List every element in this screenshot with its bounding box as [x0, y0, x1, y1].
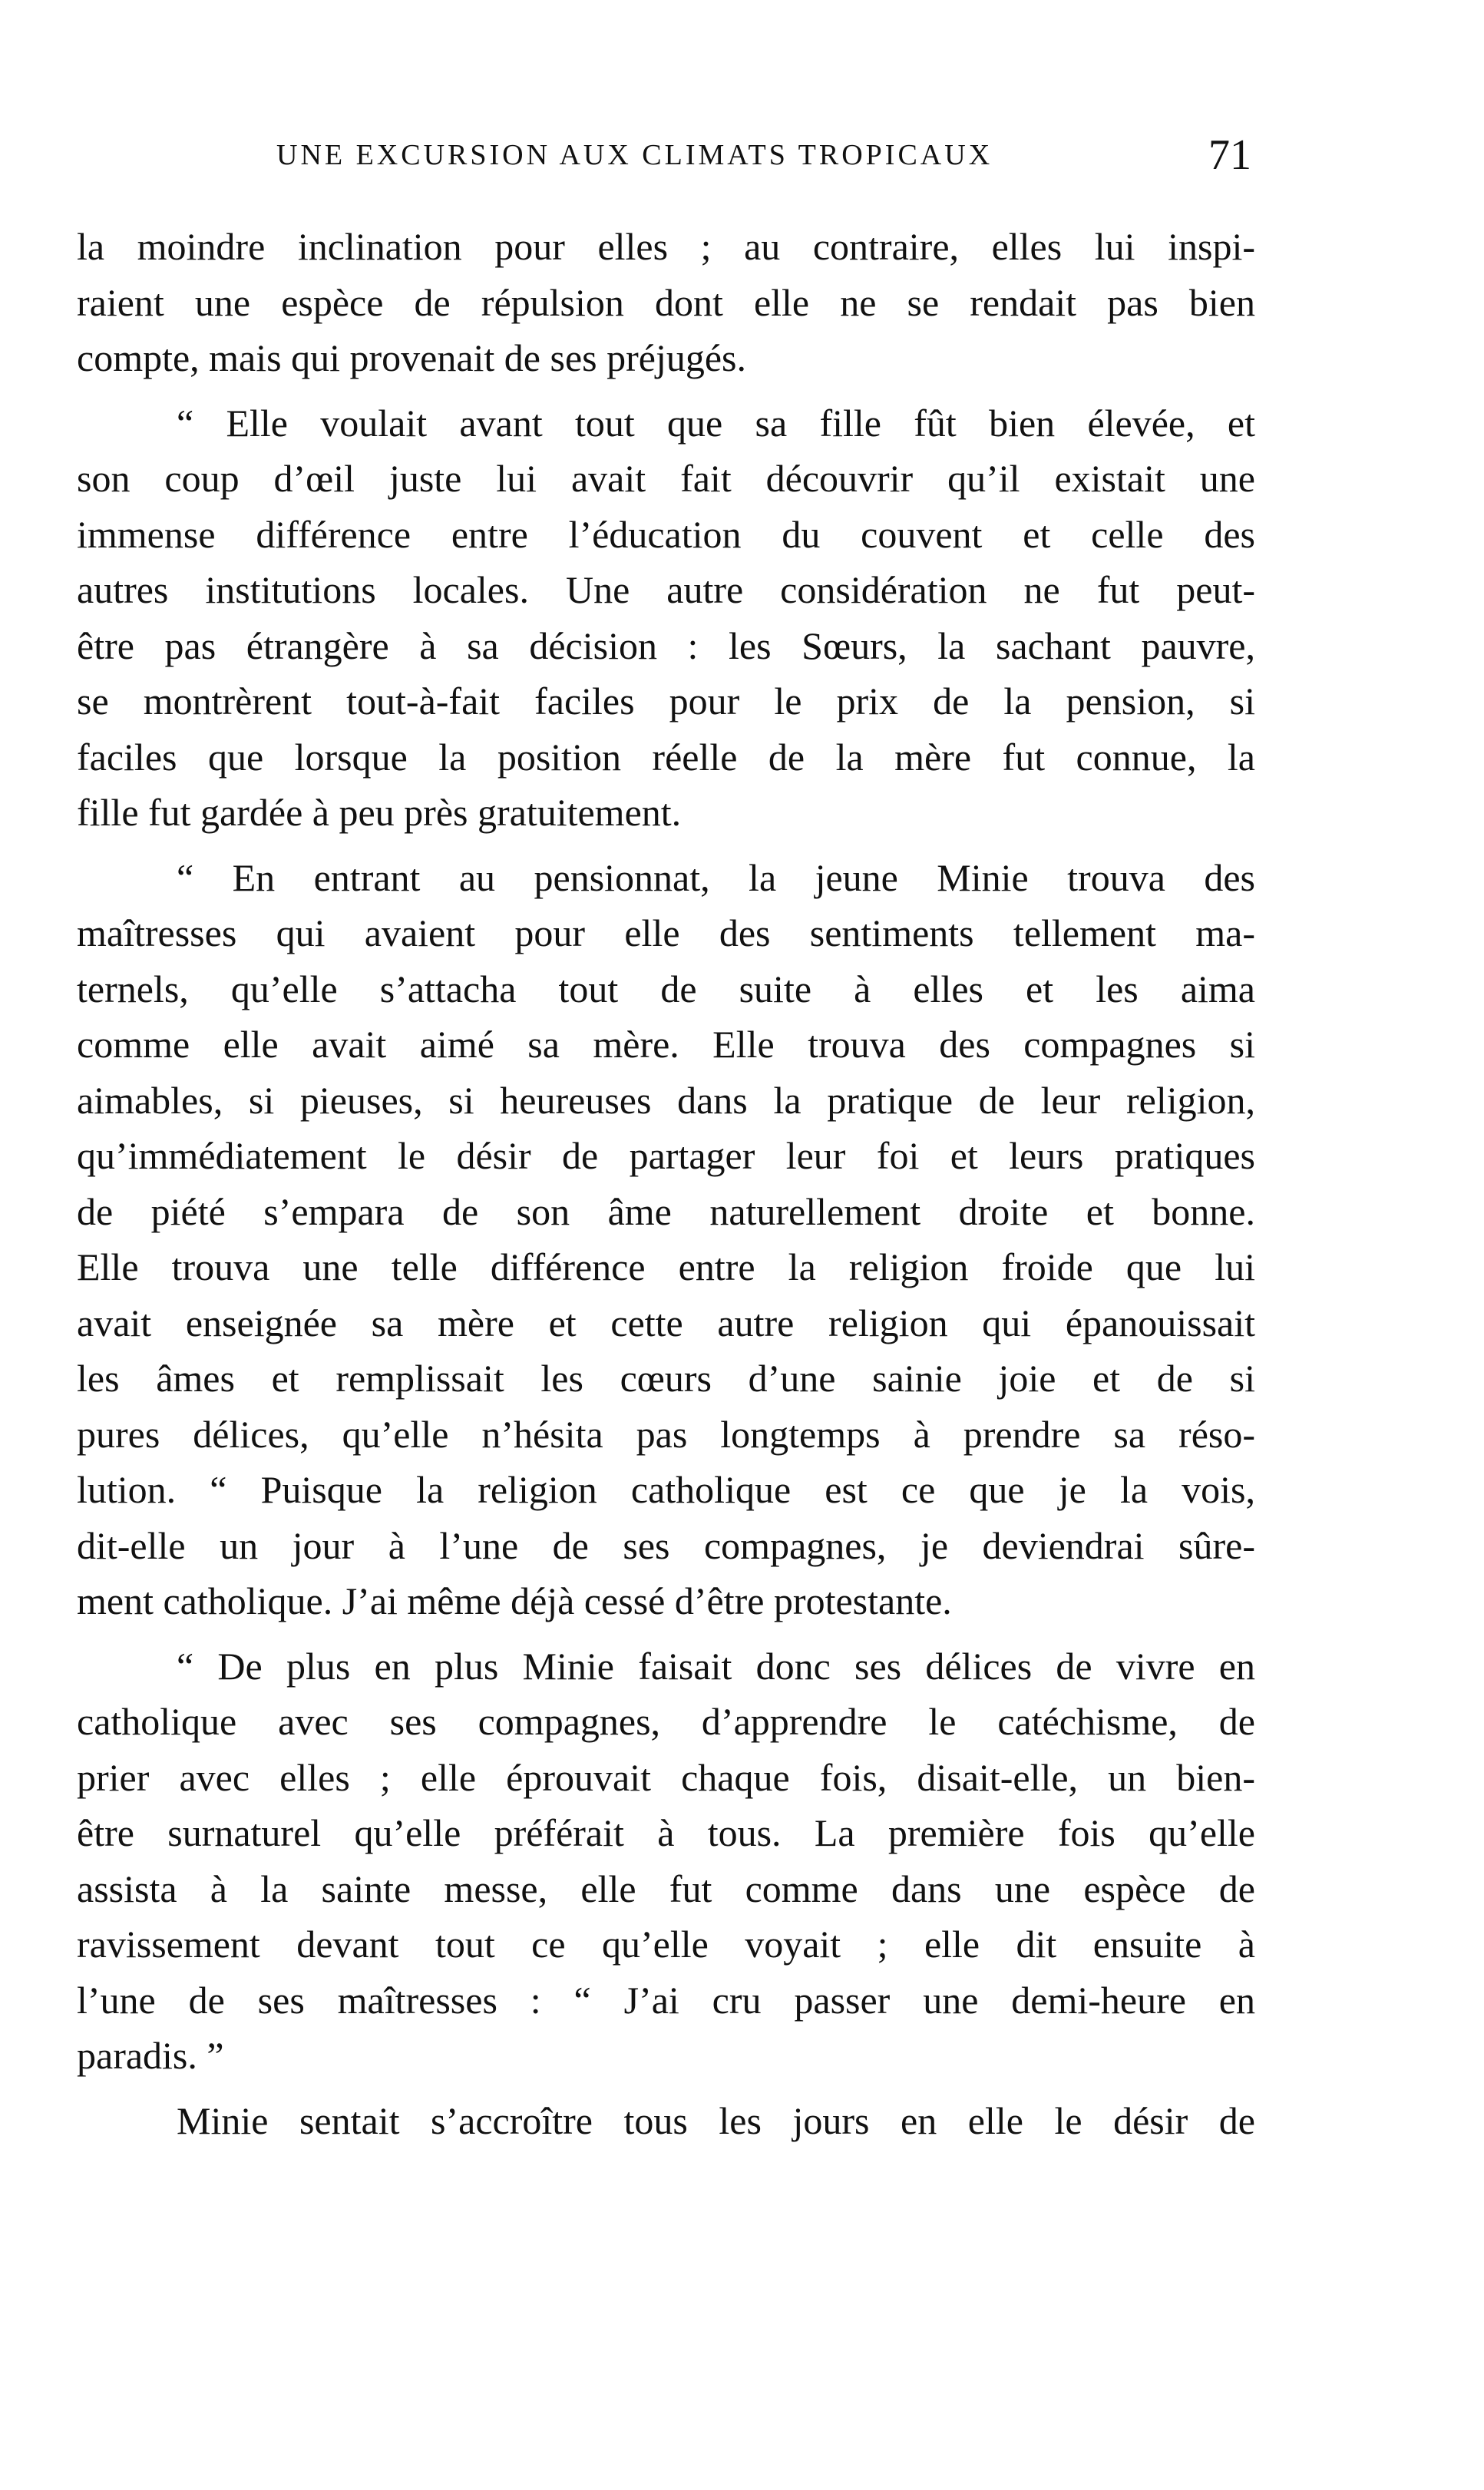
- paragraph-gap: [77, 2084, 1255, 2093]
- text-line: faciles que lorsque la position réelle de la mère fut connue, la: [77, 735, 1255, 779]
- text-line: ravissement devant tout ce qu’elle voyait ; elle dit ensuite à: [77, 1923, 1255, 1966]
- text-line: être surnaturel qu’elle préférait à tous. La première fois qu’elle: [77, 1811, 1255, 1854]
- running-head: [69, 131, 1267, 184]
- text-line: de piété s’empara de son âme naturellement droite et bonne.: [77, 1189, 1255, 1233]
- text-line: être pas étrangère à sa décision : les Sœurs, la sachant pauvre,: [77, 623, 1255, 667]
- text-line: prier avec elles ; elle éprouvait chaque fois, disait-elle, un bien-: [77, 1755, 1255, 1799]
- paragraph-5: [77, 2093, 1255, 2149]
- text-line: fille fut gardée à peu près gratuitement.: [77, 791, 682, 834]
- paragraph-2: [77, 395, 1255, 841]
- text-line: aimables, si pieuses, si heureuses dans la pratique de leur religion,: [77, 1078, 1255, 1122]
- body-text: [77, 219, 1255, 2148]
- paragraph-gap: [77, 1629, 1255, 1639]
- text-line: immense différence entre l’éducation du couvent et celle des: [77, 512, 1255, 556]
- text-line: se montrèrent tout-à-fait faciles pour le prix de la pension, si: [77, 680, 1255, 723]
- text-line: Elle trouva une telle différence entre la religion froide que lui: [77, 1245, 1255, 1288]
- text-line: maîtresses qui avaient pour elle des sentiments tellement ma-: [77, 911, 1255, 954]
- running-title: UNE EXCURSION AUX CLIMATS TROPICAUX: [276, 139, 993, 171]
- text-line: catholique avec ses compagnes, d’apprendre le catéchisme, de: [77, 1700, 1255, 1743]
- text-line: avait enseignée sa mère et cette autre religion qui épanouissait: [77, 1301, 1255, 1344]
- text-line: les âmes et remplissait les cœurs d’une sainie joie et de si: [77, 1357, 1255, 1400]
- text-line: compte, mais qui provenait de ses préjugés.: [77, 336, 746, 379]
- paragraph-gap: [77, 841, 1255, 850]
- paragraph-3: [77, 850, 1255, 1629]
- text-line: lution. “ Puisque la religion catholique est ce que je la vois,: [77, 1468, 1255, 1511]
- text-line: l’une de ses maîtresses : “ J’ai cru passer une demi-heure en: [77, 1978, 1255, 2022]
- text-line: dit-elle un jour à l’une de ses compagnes, je deviendrai sûre-: [77, 1523, 1255, 1567]
- text-line: comme elle avait aimé sa mère. Elle trouva des compagnes si: [77, 1023, 1255, 1066]
- text-line: ment catholique. J’ai même déjà cessé d’être protestante.: [77, 1579, 952, 1622]
- text-line: assista à la sainte messe, elle fut comme dans une espèce de: [77, 1867, 1255, 1910]
- text-line: Minie sentait s’accroître tous les jours en elle le désir de: [177, 2098, 1255, 2142]
- text-line: autres institutions locales. Une autre considération ne fut peut-: [77, 568, 1255, 611]
- text-line: la moindre inclination pour elles ; au contraire, elles lui inspi-: [77, 225, 1255, 268]
- paragraph-1: [77, 219, 1255, 386]
- paragraph-gap: [77, 386, 1255, 395]
- text-line: “ Elle voulait avant tout que sa fille fût bien élevée, et: [177, 401, 1255, 445]
- page-number: 71: [1208, 131, 1251, 179]
- text-line: “ En entrant au pensionnat, la jeune Minie trouva des: [177, 855, 1255, 899]
- text-line: raient une espèce de répulsion dont elle ne se rendait pas bien: [77, 280, 1255, 324]
- text-line: qu’immédiatement le désir de partager leur foi et leurs pratiques: [77, 1134, 1255, 1177]
- paragraph-4: [77, 1639, 1255, 2084]
- text-line: pures délices, qu’elle n’hésita pas longtemps à prendre sa réso-: [77, 1412, 1255, 1456]
- text-line: son coup d’œil juste lui avait fait découvrir qu’il existait une: [77, 457, 1255, 500]
- text-line: “ De plus en plus Minie faisait donc ses délices de vivre en: [177, 1644, 1255, 1688]
- text-line: paradis. ”: [77, 2034, 224, 2077]
- text-line: ternels, qu’elle s’attacha tout de suite à elles et les aima: [77, 967, 1255, 1010]
